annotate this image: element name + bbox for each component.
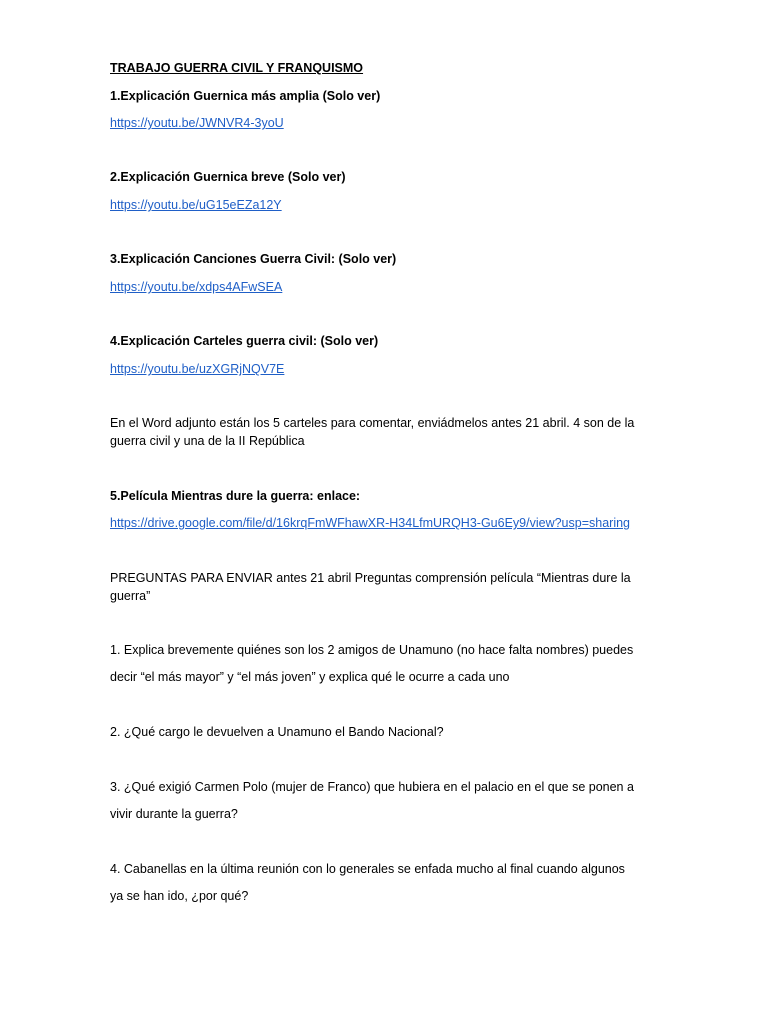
movie-heading: 5.Película Mientras dure la guerra: enlace: bbox=[110, 489, 361, 503]
question-3-line-1: 3. ¿Qué exigió Carmen Polo (mujer de Franco) que hubiera en el palacio en el que se ponen a bbox=[110, 780, 634, 794]
item-4-link-row bbox=[110, 360, 670, 378]
item-1-link[interactable]: https://youtu.be/JWNVR4-3yoU bbox=[110, 116, 284, 130]
movie-link[interactable]: https://drive.google.com/file/d/16krqFmWFhawXR-H34LfmURQH3-Gu6Ey9/view?usp=sharing bbox=[110, 516, 631, 530]
questions-intro-line-1: PREGUNTAS PARA ENVIAR antes 21 abril Preguntas comprensión película “Mientras dure la bbox=[110, 571, 631, 585]
item-4-heading: 4.Explicación Carteles guerra civil: (Solo ver) bbox=[110, 334, 379, 348]
question-2-line-1: 2. ¿Qué cargo le devuelven a Unamuno el Bando Nacional? bbox=[110, 725, 444, 739]
question-4-line-2: ya se han ido, ¿por qué? bbox=[110, 889, 249, 903]
item-3-heading: 3.Explicación Canciones Guerra Civil: (Solo ver) bbox=[110, 252, 397, 266]
word-note-line-2: guerra civil y una de la II República bbox=[110, 434, 305, 448]
item-1-link-row bbox=[110, 114, 670, 132]
movie-link-row bbox=[110, 514, 670, 532]
item-3-link[interactable]: https://youtu.be/xdps4AFwSEA bbox=[110, 280, 283, 294]
item-1-heading: 1.Explicación Guernica más amplia (Solo ver) bbox=[110, 89, 381, 103]
question-3-line-2: vivir durante la guerra? bbox=[110, 807, 238, 821]
question-1-line-2: decir “el más mayor” y “el más joven” y explica qué le ocurre a cada uno bbox=[110, 670, 510, 684]
item-2-link-row bbox=[110, 196, 670, 214]
question-1-line-1: 1. Explica brevemente quiénes son los 2 amigos de Unamuno (no hace falta nombres) puedes bbox=[110, 643, 634, 657]
item-4-link[interactable]: https://youtu.be/uzXGRjNQV7E bbox=[110, 362, 285, 376]
question-4-line-1: 4. Cabanellas en la última reunión con lo generales se enfada mucho al final cuando algunos bbox=[110, 862, 625, 876]
item-3-link-row bbox=[110, 278, 670, 296]
document-title: TRABAJO GUERRA CIVIL Y FRANQUISMO bbox=[110, 61, 364, 75]
word-note-line-1: En el Word adjunto están los 5 carteles para comentar, enviádmelos antes 21 abril. 4 son de la bbox=[110, 416, 635, 430]
questions-intro-line-2: guerra” bbox=[110, 589, 151, 603]
item-2-heading: 2.Explicación Guernica breve (Solo ver) bbox=[110, 170, 346, 184]
item-2-link[interactable]: https://youtu.be/uG15eEZa12Y bbox=[110, 198, 282, 212]
